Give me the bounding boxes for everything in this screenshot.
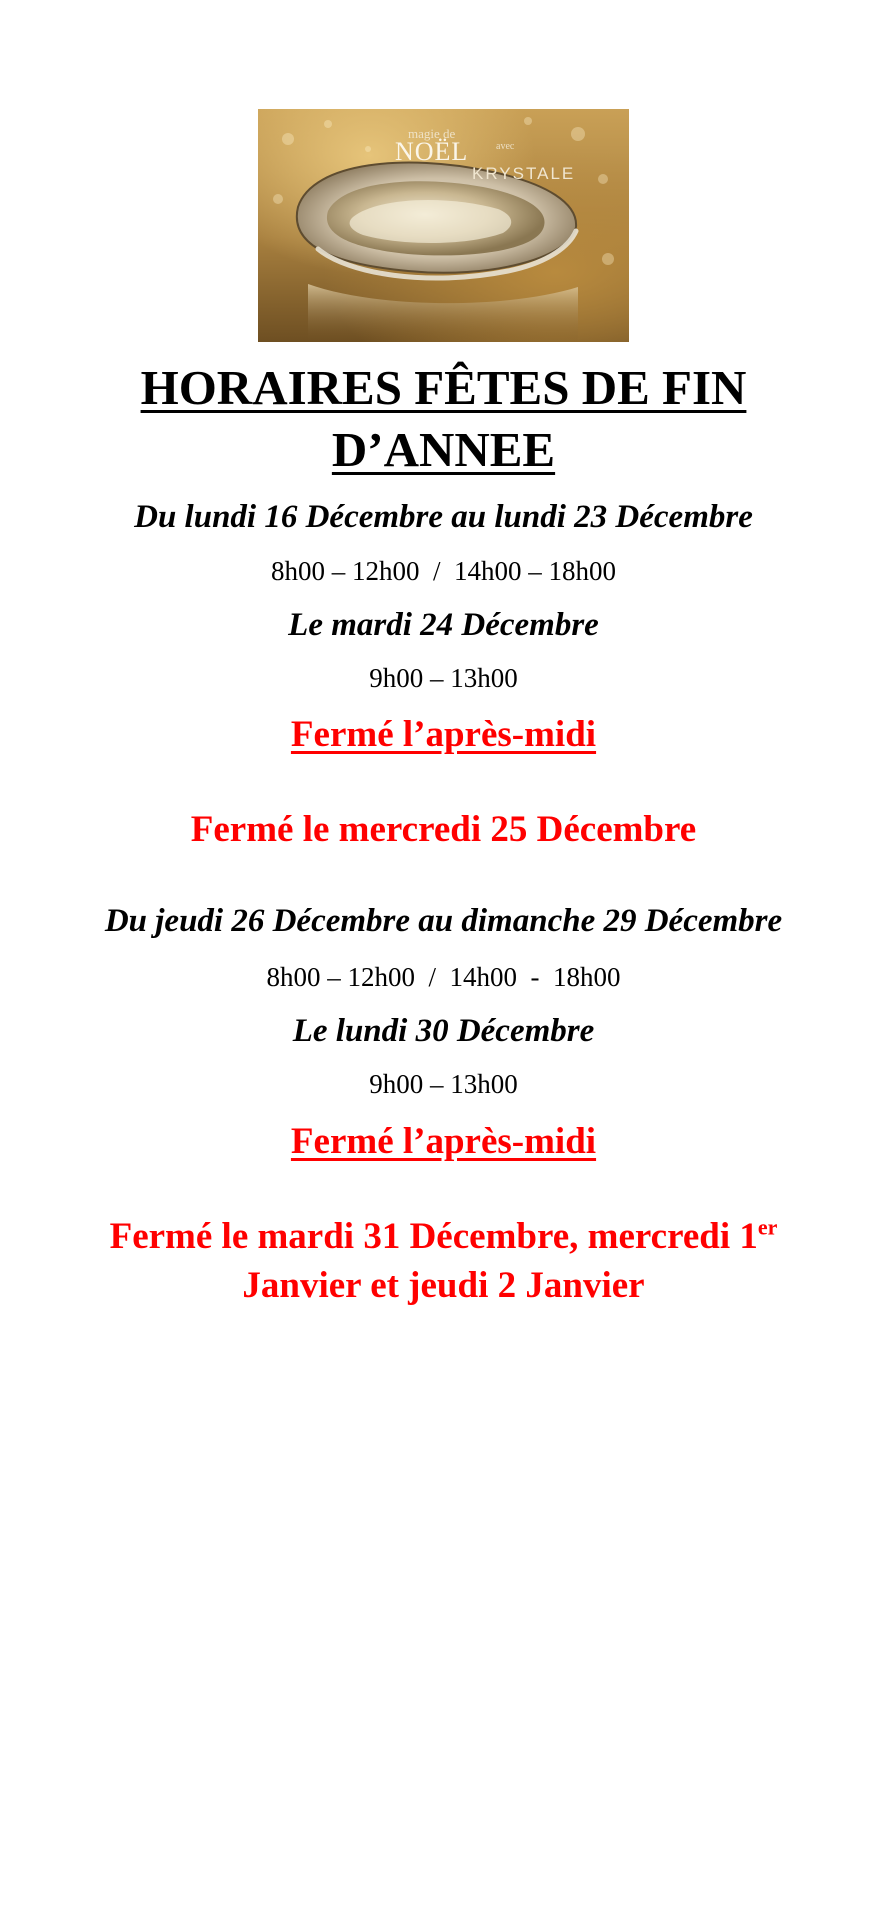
period-3-dates: Du jeudi 26 Décembre au dimanche 29 Décembre (104, 903, 783, 939)
hero-logo-main-text: NOËL (395, 137, 469, 166)
period-2-dates: Le mardi 24 Décembre (288, 607, 599, 643)
period-4-dates: Le lundi 30 Décembre (292, 1013, 595, 1049)
period-4-closed-afternoon: Fermé l’après-midi (290, 1121, 597, 1162)
period-2-hours: 9h00 – 13h00 (369, 663, 518, 693)
hero-logo-brand-text: KRYSTALE (472, 164, 576, 183)
period-1-hours: 8h00 – 12h00 / 14h00 – 18h00 (270, 556, 616, 586)
hero-logo-with-text: avec (496, 141, 515, 152)
page-title-line-1: HORAIRES FÊTES DE FIN (140, 360, 747, 415)
ordinal-suffix: er (757, 1214, 778, 1240)
hero-logo-small-text: magie de (408, 126, 456, 141)
final-closure-line-1 (0, 1215, 887, 1258)
final-closure-text: Fermé le mardi 31 Décembre, mercredi 1 (109, 1216, 758, 1257)
page-title-line-2: D’ANNEE (331, 422, 556, 477)
period-4-hours: 9h00 – 13h00 (369, 1069, 518, 1099)
hero-image (258, 109, 629, 342)
period-3-hours: 8h00 – 12h00 / 14h00 - 18h00 (266, 962, 621, 992)
period-1-dates: Du lundi 16 Décembre au lundi 23 Décembre (134, 499, 753, 535)
final-closure-line-2: Janvier et jeudi 2 Janvier (242, 1265, 645, 1306)
closed-day-notice: Fermé le mercredi 25 Décembre (190, 809, 697, 850)
period-2-closed-afternoon: Fermé l’après-midi (290, 714, 597, 755)
